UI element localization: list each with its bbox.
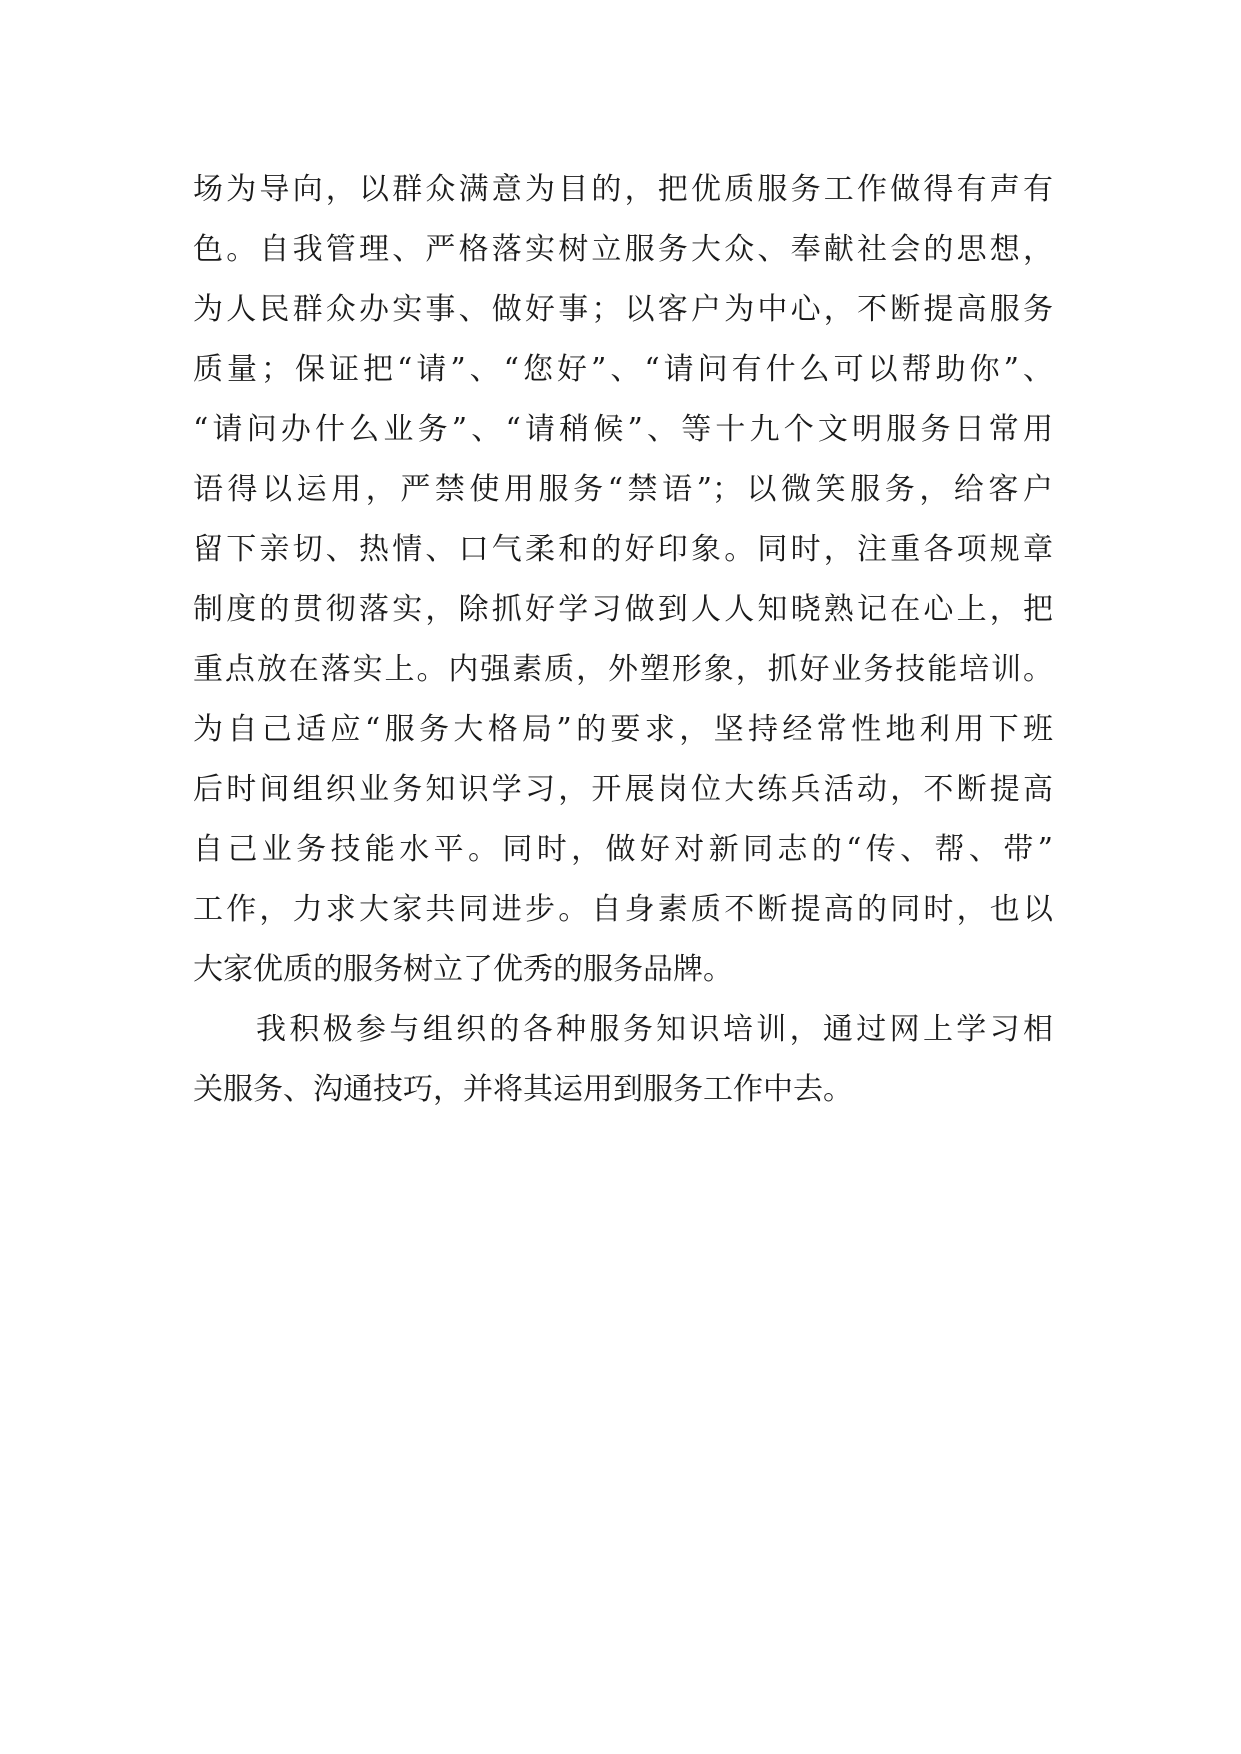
text-line: 后时间组织业务知识学习，开展岗位大练兵活动，不断提高 xyxy=(193,772,1053,807)
text-line: 工作，力求大家共同进步。自身素质不断提高的同时，也以 xyxy=(193,892,1053,927)
text-line: 语得以运用，严禁使用服务“禁语”；以微笑服务，给客户 xyxy=(193,472,1053,507)
text-line: “请问办什么业务”、“请稍候”、等十九个文明服务日常用 xyxy=(193,412,1053,447)
text-line: 为自己适应“服务大格局”的要求，坚持经常性地利用下班 xyxy=(193,712,1053,747)
text-line: 关服务、沟通技巧，并将其运用到服务工作中去。 xyxy=(193,1072,853,1107)
text-line: 质量；保证把“请”、“您好”、“请问有什么可以帮助你”、 xyxy=(193,352,1053,387)
paragraph xyxy=(193,160,1053,1000)
text-line: 场为导向，以群众满意为目的，把优质服务工作做得有声有 xyxy=(193,172,1053,207)
text-line: 制度的贯彻落实，除抓好学习做到人人知晓熟记在心上，把 xyxy=(193,592,1053,627)
paragraph xyxy=(193,1000,1053,1120)
body-text xyxy=(193,160,1053,1120)
text-line: 自己业务技能水平。同时，做好对新同志的“传、帮、带” xyxy=(193,832,1053,867)
text-line: 我积极参与组织的各种服务知识培训，通过网上学习相 xyxy=(256,1012,1053,1047)
text-line: 为人民群众办实事、做好事；以客户为中心，不断提高服务 xyxy=(193,292,1053,327)
text-line: 大家优质的服务树立了优秀的服务品牌。 xyxy=(193,952,733,987)
text-line: 留下亲切、热情、口气柔和的好印象。同时，注重各项规章 xyxy=(193,532,1053,567)
text-line: 色。自我管理、严格落实树立服务大众、奉献社会的思想， xyxy=(193,232,1053,267)
text-line: 重点放在落实上。内强素质，外塑形象，抓好业务技能培训。 xyxy=(193,652,1053,687)
